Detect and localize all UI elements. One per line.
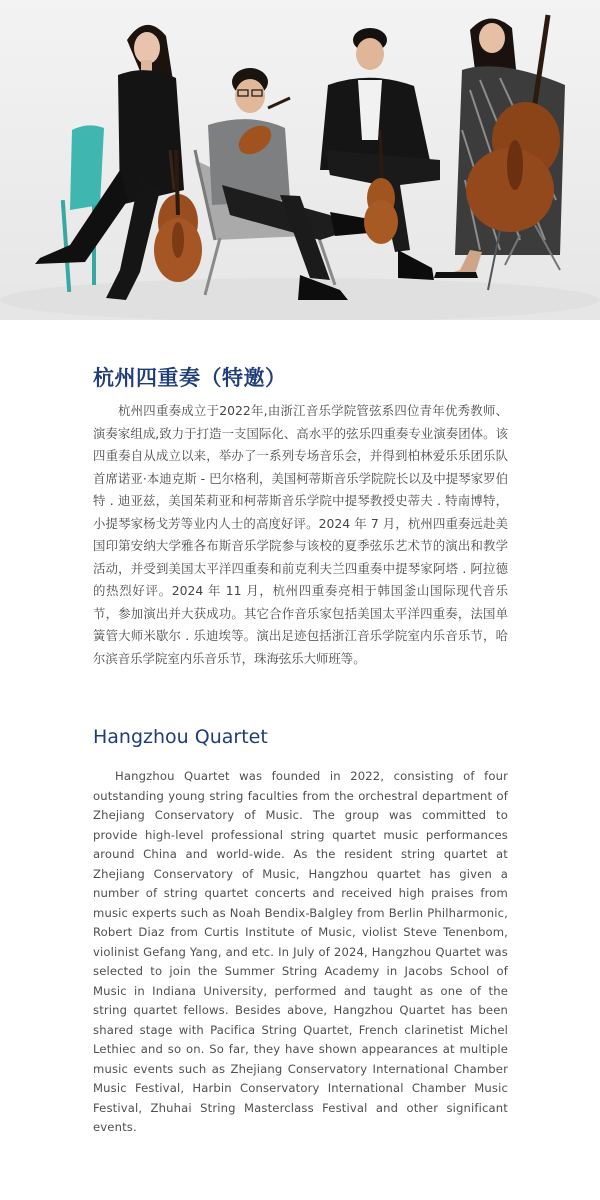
quartet-photo bbox=[0, 0, 600, 320]
chinese-title: 杭州四重奏（特邀） bbox=[93, 366, 287, 390]
musician-3 bbox=[320, 28, 440, 280]
chinese-body-paragraph: 杭州四重奏成立于2022年,由浙江音乐学院管弦系四位青年优秀教师、演奏家组成,致力于打造一支国际化、高水平的弦乐四重奏专业演奏团体。该四重奏自从成立以来，举办了一系列专场音乐会，并得到柏林爱乐乐团乐队首席诺亚·本迪克斯 - 巴尔格利，美国柯蒂斯音乐学院院长以及中提琴家罗伯特 . 迪亚兹，美国茱莉亚和柯蒂斯音乐学院中提琴教授史蒂夫 . 特南博特，小提琴家杨戈芳等业内人士的高度好评。2024 年 7 月，杭州四重奏远赴美国印第安纳大学雅各布斯音乐学院参与该校的夏季弦乐艺术节的演出和教学活动，并受到美国太平洋四重奏和前克利夫兰四重奏中提琴家阿塔 . 阿拉德的热烈好评。2024 年 11 月，杭州四重奏亮相于韩国釜山国际现代音乐节，参加演出并大获成功。其它合作音乐家包括美国太平洋四重奏，法国单簧管大师米歇尔 . 乐迪埃等。演出足迹包括浙江音乐学院室内乐音乐节，哈尔滨音乐学院室内乐音乐节，珠海弦乐大师班等。 bbox=[93, 403, 508, 666]
english-body-paragraph: Hangzhou Quartet was founded in 2022, consisting of four outstanding young string faculties from the orchestral department of Zhejiang Conservatory of Music. The group was committed to provide high-level professional string quartet music performances around China and world-wide. As the resident string quartet at Zhejiang Conservatory of Music, Hangzhou quartet has given a number of string quartet concerts and received high praises from music experts such as Noah Bendix-Balgley from Berlin Philharmonic, Robert Diaz from Curtis Institute of Music, violist Steve Tenenbom, violinist Gefang Yang, and etc. In July of 2024, Hangzhou Quartet was selected to join the Summer String Academy in Jacobs School of Music in Indiana University, performed and taught as one of the string quartet fellows. Besides above, Hangzhou Quartet has been shared stage with Pacifica String Quartet, French clarinetist Michel Lethiec and so on. So far, they have shown appearances at multiple music events such as Zhejiang Conservatory International Chamber Music Festival, Harbin Conservatory International Chamber Music Festival, Zhuhai String Masterclass Festival and other significant events. bbox=[93, 769, 508, 1134]
musician-1 bbox=[35, 25, 202, 300]
english-title: Hangzhou Quartet bbox=[93, 726, 268, 748]
musician-4 bbox=[434, 15, 565, 290]
quartet-photo-illustration bbox=[0, 0, 600, 320]
